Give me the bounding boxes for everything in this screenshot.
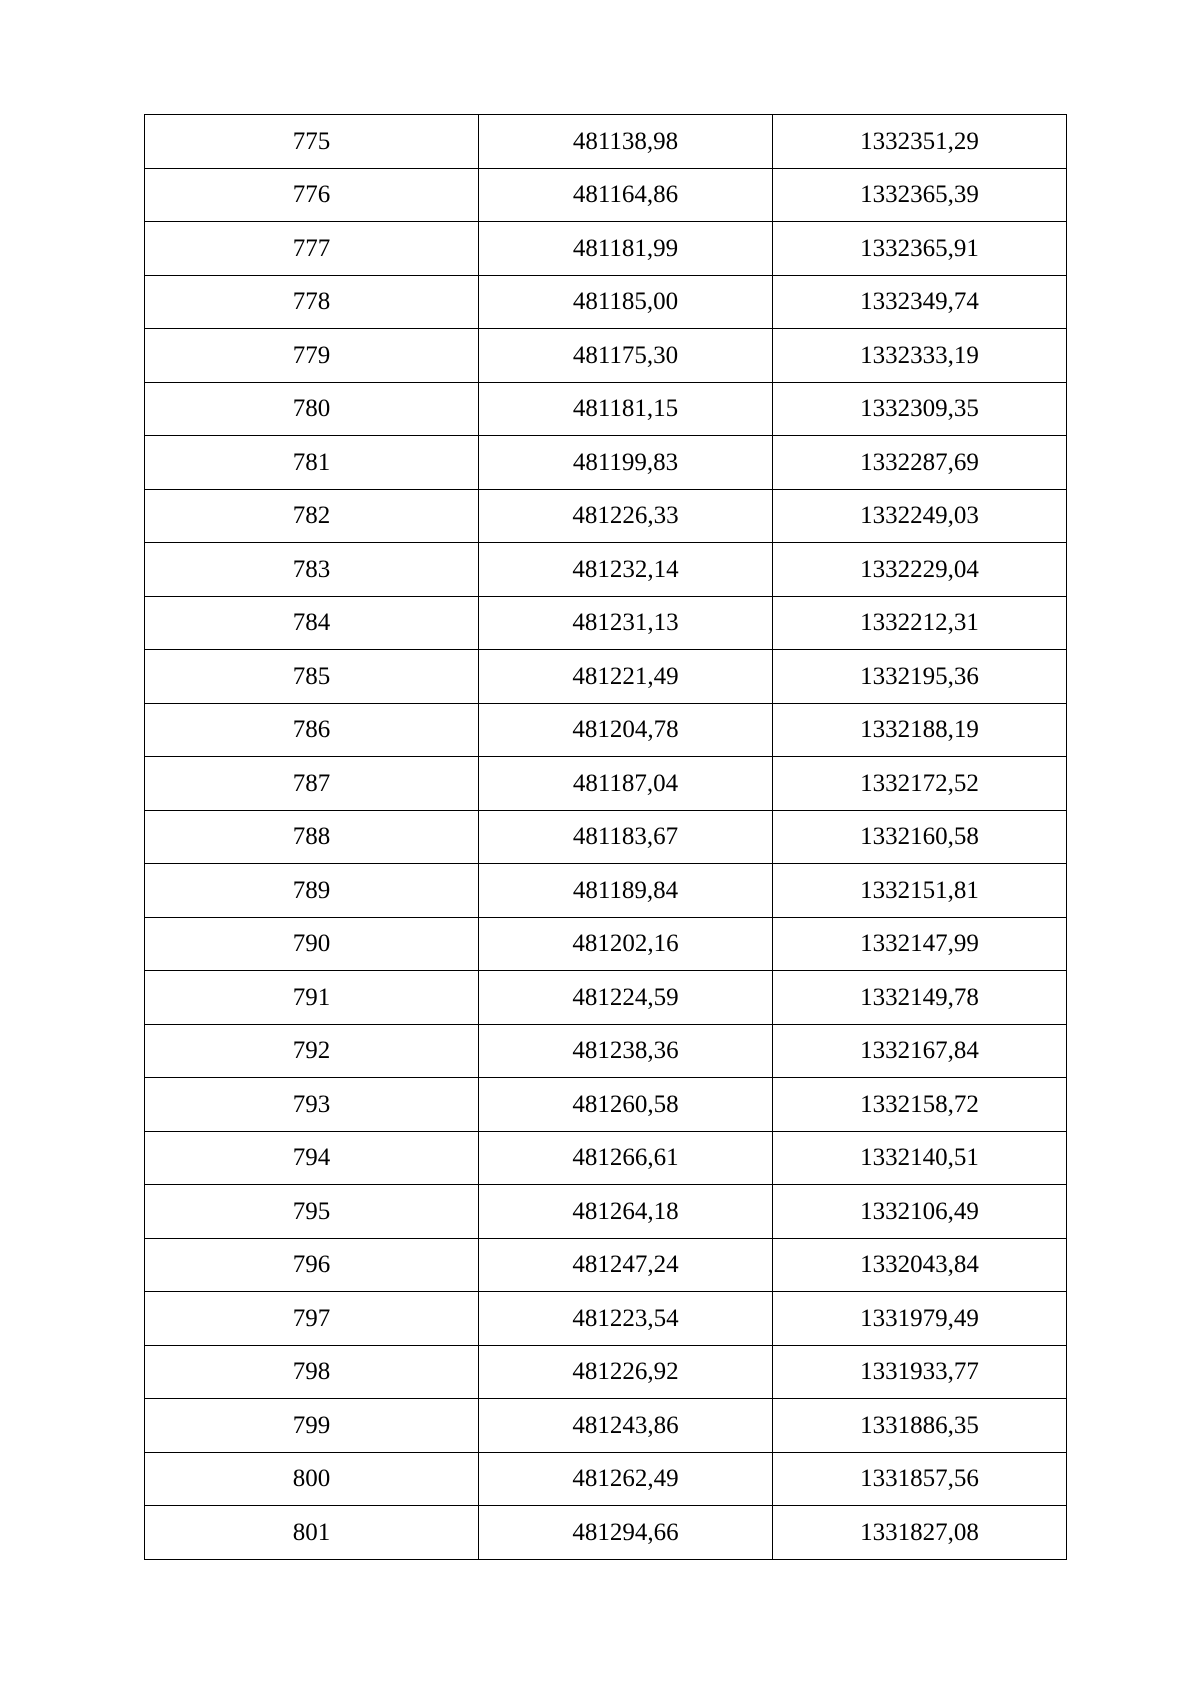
point-number-cell: 797 xyxy=(145,1292,479,1346)
x-coordinate-cell: 481294,66 xyxy=(479,1506,773,1560)
y-coordinate-cell: 1332195,36 xyxy=(773,650,1067,704)
point-number-cell: 792 xyxy=(145,1024,479,1078)
table-row xyxy=(145,115,1067,169)
y-coordinate-cell: 1332160,58 xyxy=(773,810,1067,864)
table-row xyxy=(145,543,1067,597)
point-number-cell: 775 xyxy=(145,115,479,169)
x-coordinate-cell: 481189,84 xyxy=(479,864,773,918)
y-coordinate-cell: 1331827,08 xyxy=(773,1506,1067,1560)
table-row xyxy=(145,650,1067,704)
x-coordinate-cell: 481181,99 xyxy=(479,222,773,276)
table-row xyxy=(145,168,1067,222)
x-coordinate-cell: 481138,98 xyxy=(479,115,773,169)
point-number-cell: 778 xyxy=(145,275,479,329)
table-row xyxy=(145,1399,1067,1453)
point-number-cell: 785 xyxy=(145,650,479,704)
y-coordinate-cell: 1332188,19 xyxy=(773,703,1067,757)
point-number-cell: 790 xyxy=(145,917,479,971)
y-coordinate-cell: 1332365,91 xyxy=(773,222,1067,276)
point-number-cell: 794 xyxy=(145,1131,479,1185)
coordinates-table xyxy=(144,114,1067,1560)
x-coordinate-cell: 481221,49 xyxy=(479,650,773,704)
x-coordinate-cell: 481187,04 xyxy=(479,757,773,811)
x-coordinate-cell: 481181,15 xyxy=(479,382,773,436)
y-coordinate-cell: 1332365,39 xyxy=(773,168,1067,222)
table-row xyxy=(145,596,1067,650)
y-coordinate-cell: 1332333,19 xyxy=(773,329,1067,383)
table-row xyxy=(145,703,1067,757)
x-coordinate-cell: 481226,92 xyxy=(479,1345,773,1399)
y-coordinate-cell: 1332167,84 xyxy=(773,1024,1067,1078)
y-coordinate-cell: 1332043,84 xyxy=(773,1238,1067,1292)
x-coordinate-cell: 481226,33 xyxy=(479,489,773,543)
y-coordinate-cell: 1332349,74 xyxy=(773,275,1067,329)
x-coordinate-cell: 481185,00 xyxy=(479,275,773,329)
x-coordinate-cell: 481175,30 xyxy=(479,329,773,383)
x-coordinate-cell: 481238,36 xyxy=(479,1024,773,1078)
point-number-cell: 800 xyxy=(145,1452,479,1506)
point-number-cell: 777 xyxy=(145,222,479,276)
y-coordinate-cell: 1332229,04 xyxy=(773,543,1067,597)
point-number-cell: 786 xyxy=(145,703,479,757)
x-coordinate-cell: 481266,61 xyxy=(479,1131,773,1185)
point-number-cell: 779 xyxy=(145,329,479,383)
table-row xyxy=(145,1024,1067,1078)
point-number-cell: 784 xyxy=(145,596,479,650)
y-coordinate-cell: 1332106,49 xyxy=(773,1185,1067,1239)
point-number-cell: 787 xyxy=(145,757,479,811)
y-coordinate-cell: 1332140,51 xyxy=(773,1131,1067,1185)
table-row xyxy=(145,864,1067,918)
y-coordinate-cell: 1332172,52 xyxy=(773,757,1067,811)
y-coordinate-cell: 1332351,29 xyxy=(773,115,1067,169)
point-number-cell: 791 xyxy=(145,971,479,1025)
y-coordinate-cell: 1332287,69 xyxy=(773,436,1067,490)
point-number-cell: 780 xyxy=(145,382,479,436)
table-row xyxy=(145,917,1067,971)
table-row xyxy=(145,1238,1067,1292)
x-coordinate-cell: 481223,54 xyxy=(479,1292,773,1346)
point-number-cell: 798 xyxy=(145,1345,479,1399)
x-coordinate-cell: 481243,86 xyxy=(479,1399,773,1453)
x-coordinate-cell: 481260,58 xyxy=(479,1078,773,1132)
table-row xyxy=(145,1078,1067,1132)
x-coordinate-cell: 481164,86 xyxy=(479,168,773,222)
x-coordinate-cell: 481247,24 xyxy=(479,1238,773,1292)
table-row xyxy=(145,329,1067,383)
x-coordinate-cell: 481183,67 xyxy=(479,810,773,864)
y-coordinate-cell: 1331857,56 xyxy=(773,1452,1067,1506)
point-number-cell: 782 xyxy=(145,489,479,543)
point-number-cell: 801 xyxy=(145,1506,479,1560)
table-row xyxy=(145,1452,1067,1506)
table-row xyxy=(145,1506,1067,1560)
table-row xyxy=(145,971,1067,1025)
table-row xyxy=(145,222,1067,276)
point-number-cell: 795 xyxy=(145,1185,479,1239)
point-number-cell: 776 xyxy=(145,168,479,222)
point-number-cell: 781 xyxy=(145,436,479,490)
y-coordinate-cell: 1331979,49 xyxy=(773,1292,1067,1346)
table-row xyxy=(145,1292,1067,1346)
coordinates-table-body xyxy=(145,115,1067,1560)
x-coordinate-cell: 481262,49 xyxy=(479,1452,773,1506)
table-row xyxy=(145,757,1067,811)
y-coordinate-cell: 1332212,31 xyxy=(773,596,1067,650)
y-coordinate-cell: 1332249,03 xyxy=(773,489,1067,543)
x-coordinate-cell: 481264,18 xyxy=(479,1185,773,1239)
point-number-cell: 789 xyxy=(145,864,479,918)
table-row xyxy=(145,382,1067,436)
table-row xyxy=(145,489,1067,543)
point-number-cell: 796 xyxy=(145,1238,479,1292)
point-number-cell: 788 xyxy=(145,810,479,864)
y-coordinate-cell: 1332309,35 xyxy=(773,382,1067,436)
point-number-cell: 799 xyxy=(145,1399,479,1453)
x-coordinate-cell: 481202,16 xyxy=(479,917,773,971)
x-coordinate-cell: 481204,78 xyxy=(479,703,773,757)
point-number-cell: 793 xyxy=(145,1078,479,1132)
x-coordinate-cell: 481232,14 xyxy=(479,543,773,597)
x-coordinate-cell: 481224,59 xyxy=(479,971,773,1025)
point-number-cell: 783 xyxy=(145,543,479,597)
y-coordinate-cell: 1332151,81 xyxy=(773,864,1067,918)
table-row xyxy=(145,1345,1067,1399)
table-row xyxy=(145,1185,1067,1239)
table-row xyxy=(145,275,1067,329)
table-row xyxy=(145,810,1067,864)
y-coordinate-cell: 1332147,99 xyxy=(773,917,1067,971)
x-coordinate-cell: 481231,13 xyxy=(479,596,773,650)
x-coordinate-cell: 481199,83 xyxy=(479,436,773,490)
y-coordinate-cell: 1331933,77 xyxy=(773,1345,1067,1399)
y-coordinate-cell: 1332158,72 xyxy=(773,1078,1067,1132)
table-row xyxy=(145,436,1067,490)
y-coordinate-cell: 1331886,35 xyxy=(773,1399,1067,1453)
y-coordinate-cell: 1332149,78 xyxy=(773,971,1067,1025)
table-row xyxy=(145,1131,1067,1185)
